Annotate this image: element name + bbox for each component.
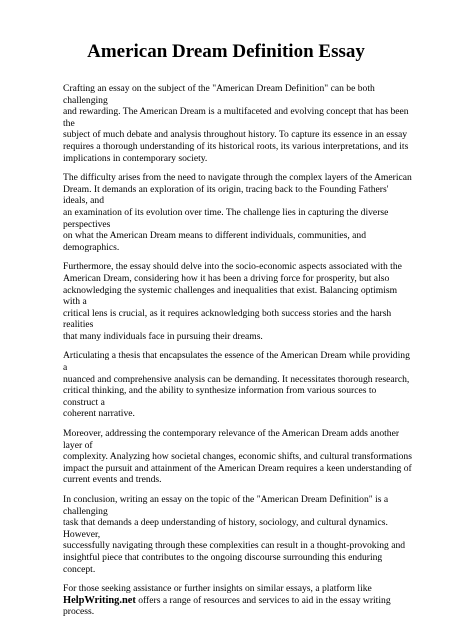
closing-text-before: For those seeking assistance or further insights on similar essays, a platform like	[63, 583, 372, 595]
closing-text-after: offers a range of resources and services to aid in the essay writing process.	[63, 594, 391, 618]
paragraph-2: The difficulty arises from the need to navigate through the complex layers of the American Dream. It demands an exploration of its origin, tracing back to the Founding Fathers' ideals, and an examination of its evolution over time. The challenge lies in capturing the diverse perspectives on what the American Dream means to different individuals, communities, and demographics.	[63, 172, 412, 253]
essay-body	[63, 83, 413, 626]
page-title: American Dream Definition Essay	[87, 41, 365, 62]
paragraph-5: Moreover, addressing the contemporary relevance of the American Dream adds another layer of complexity. Analyzing how societal changes, economic shifts, and cultural transformations impact the pursuit and attainment of the American Dream requires a keen understanding of current events and trends.	[63, 428, 412, 486]
paragraph-3: Furthermore, the essay should delve into the socio-economic aspects associated with the American Dream, considering how it has been a driving force for prosperity, but also acknowledging the systemic challenges and inequalities that exist. Balancing optimism with a critical lens is crucial, as it requires acknowledging both success stories and the harsh realities that many individuals face in pursuing their dreams.	[63, 261, 402, 342]
paragraph-6: In conclusion, writing an essay on the topic of the "American Dream Definition" is a challenging task that demands a deep understanding of history, sociology, and cultural dynamics. However, successfully navigating through these complexities can result in a thought-provoking and insightful piece that contributes to the ongoing discourse surrounding this enduring concept.	[63, 494, 406, 575]
closing-paragraph	[63, 583, 413, 618]
paragraph-1: Crafting an essay on the subject of the "American Dream Definition" can be both challenging and rewarding. The American Dream is a multifaceted and evolving concept that has been the subject of much debate and analysis throughout history. To capture its essence in an essay requires a thorough understanding of its historical roots, its various interpretations, and its implications in contemporary society.	[63, 83, 409, 164]
brand-link[interactable]: HelpWriting.net	[63, 594, 136, 606]
paragraph-4: Articulating a thesis that encapsulates the essence of the American Dream while providing a nuanced and comprehensive analysis can be demanding. It necessitates thorough research, critical thinking, and the ability to synthesize information from various sources to construct a coherent narrative.	[63, 350, 410, 420]
